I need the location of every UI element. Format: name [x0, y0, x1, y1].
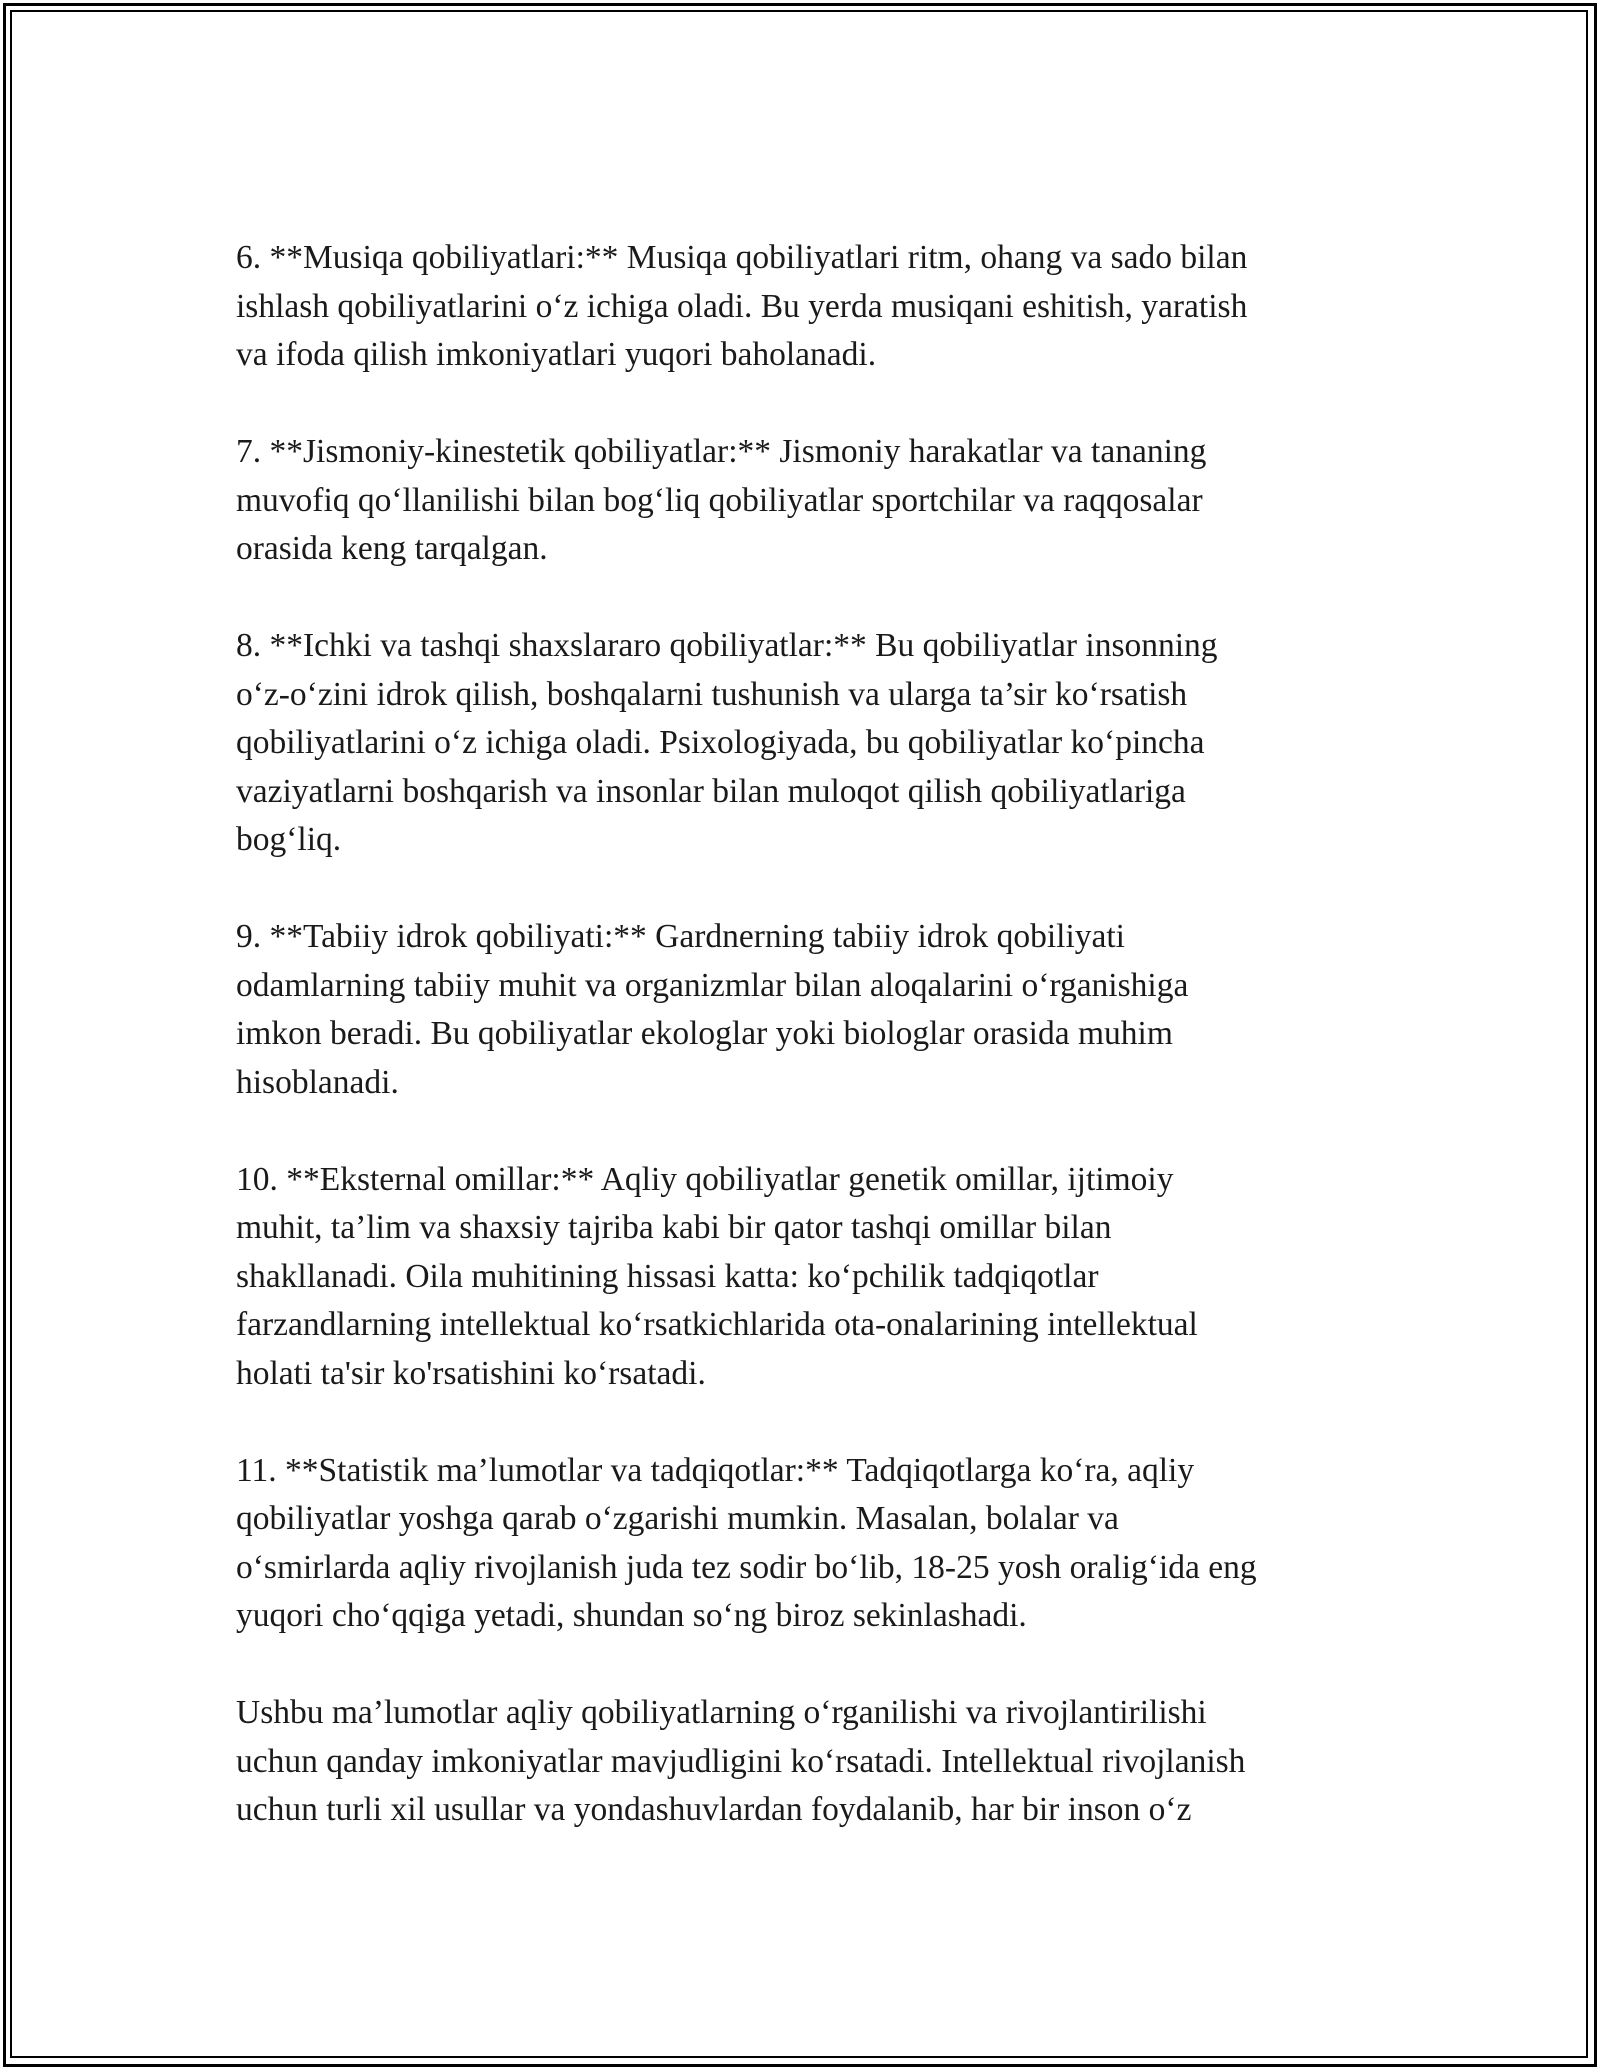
- paragraph-xulosa: [236, 1689, 1366, 1835]
- paragraph-eksternal: [236, 1156, 1366, 1399]
- text-line: 11. **Statistik ma’lumotlar va tadqiqotlar:** Tadqiqotlarga koʻra, aqliy: [236, 1451, 1195, 1489]
- text-line: farzandlarning intellektual koʻrsatkichlarida ota-onalarining intellektual: [236, 1306, 1198, 1343]
- text-line: orasida keng tarqalgan.: [236, 530, 548, 567]
- text-line: vaziyatlarni boshqarish va insonlar bilan muloqot qilish qobiliyatlariga: [236, 772, 1186, 810]
- text-line: Ushbu ma’lumotlar aqliy qobiliyatlarning oʻrganilishi va rivojlantirilishi: [236, 1694, 1207, 1731]
- text-line: muvofiq qoʻllanilishi bilan bogʻliq qobiliyatlar sportchilar va raqqosalar: [236, 481, 1203, 519]
- paragraph-jismoniy: [236, 428, 1366, 574]
- text-line: 6. **Musiqa qobiliyatlari:** Musiqa qobiliyatlari ritm, ohang va sado bilan: [236, 239, 1248, 276]
- text-line: qobiliyatlarini oʻz ichiga oladi. Psixologiyada, bu qobiliyatlar koʻpincha: [236, 724, 1205, 761]
- text-line: oʻsmirlarda aqliy rivojlanish juda tez sodir boʻlib, 18-25 yosh oraligʻida eng: [236, 1548, 1257, 1586]
- text-line: uchun qanday imkoniyatlar mavjudligini koʻrsatadi. Intellektual rivojlanish: [236, 1742, 1246, 1780]
- text-line: bogʻliq.: [236, 821, 342, 858]
- text-line: shakllanadi. Oila muhitining hissasi katta: koʻpchilik tadqiqotlar: [236, 1257, 1099, 1295]
- paragraph-shaxslararo: [236, 622, 1366, 865]
- text-line: holati ta'sir ko'rsatishini koʻrsatadi.: [236, 1354, 706, 1392]
- text-line: uchun turli xil usullar va yondashuvlardan foydalanib, har bir inson oʻz: [236, 1791, 1192, 1828]
- text-line: 10. **Eksternal omillar:** Aqliy qobiliyatlar genetik omillar, ijtimoiy: [236, 1160, 1174, 1198]
- document-body: [236, 234, 1366, 1883]
- text-line: hisoblanadi.: [236, 1063, 399, 1101]
- text-line: 7. **Jismoniy-kinestetik qobiliyatlar:** Jismoniy harakatlar va tananing: [236, 433, 1207, 470]
- text-line: 9. **Tabiiy idrok qobiliyati:** Gardnerning tabiiy idrok qobiliyati: [236, 918, 1125, 955]
- paragraph-musiqa: [236, 234, 1366, 380]
- text-line: ishlash qobiliyatlarini oʻz ichiga oladi. Bu yerda musiqani eshitish, yaratish: [236, 287, 1248, 325]
- text-line: qobiliyatlar yoshga qarab oʻzgarishi mumkin. Masalan, bolalar va: [236, 1500, 1119, 1537]
- paragraph-statistik: [236, 1447, 1366, 1641]
- text-line: oʻz-oʻzini idrok qilish, boshqalarni tushunish va ularga ta’sir koʻrsatish: [236, 675, 1188, 713]
- text-line: odamlarning tabiiy muhit va organizmlar bilan aloqalarini oʻrganishiga: [236, 966, 1189, 1004]
- text-line: va ifoda qilish imkoniyatlari yuqori baholanadi.: [236, 336, 877, 373]
- text-line: yuqori choʻqqiga yetadi, shundan soʻng biroz sekinlashadi.: [236, 1597, 1027, 1634]
- text-line: muhit, ta’lim va shaxsiy tajriba kabi bir qator tashqi omillar bilan: [236, 1209, 1112, 1246]
- text-line: 8. **Ichki va tashqi shaxslararo qobiliyatlar:** Bu qobiliyatlar insonning: [236, 627, 1218, 664]
- text-line: imkon beradi. Bu qobiliyatlar ekologlar yoki biologlar orasida muhim: [236, 1015, 1173, 1052]
- paragraph-tabiiy: [236, 913, 1366, 1107]
